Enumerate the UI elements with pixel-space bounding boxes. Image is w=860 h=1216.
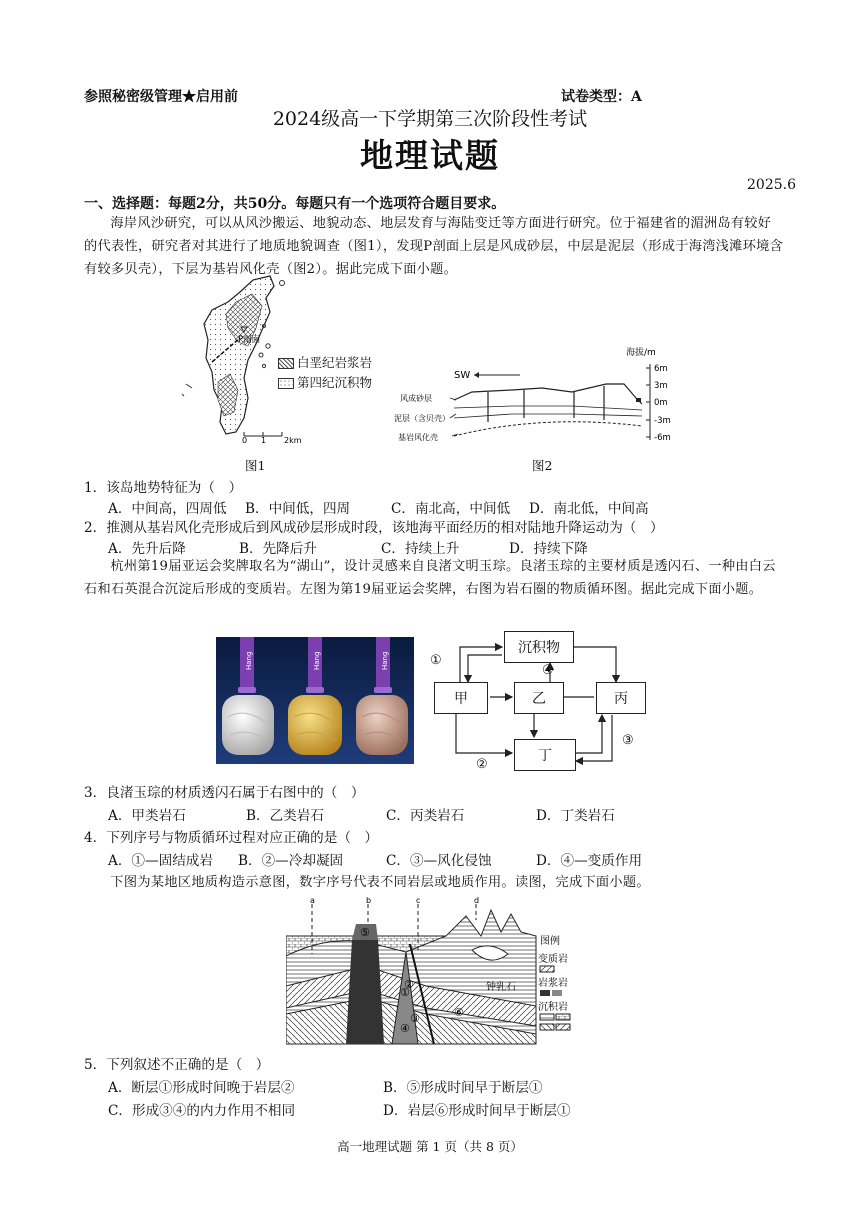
exam-title: 2024级高一下学期第三次阶段性考试 [272, 108, 588, 130]
geo-letter-d: d [474, 896, 480, 905]
geo-num-1: ① [400, 986, 410, 999]
label-process-3: ③ [622, 733, 634, 748]
q5-option-d[interactable]: D．岩层⑥形成时间早于断层① [383, 1103, 571, 1119]
ribbon-text-1: Hang [245, 651, 253, 670]
figure1-caption: 图1 [245, 458, 266, 473]
stalactite-label: 钟乳石 [486, 982, 516, 993]
q3-option-b[interactable]: B．乙类岩石 [246, 808, 324, 824]
geologic-structure-diagram [286, 896, 586, 1046]
rock-cycle-diagram [430, 627, 662, 775]
scale-1: 1 [261, 436, 267, 445]
geo-letter-c: c [416, 896, 421, 905]
q2-option-b[interactable]: B．先降后升 [239, 541, 317, 557]
box-sediment: 沉积物 [504, 631, 574, 663]
exam-date: 2025.6 [747, 177, 796, 193]
q4-option-c[interactable]: C．③—风化侵蚀 [386, 853, 492, 869]
label-process-1: ① [430, 653, 442, 668]
geo-num-6: ⑥ [454, 1006, 464, 1019]
q4-options [108, 849, 642, 869]
legend-metamorphic: 变质岩 [538, 954, 568, 965]
geo-num-5: ⑤ [360, 926, 370, 939]
q3-option-a[interactable]: A．甲类岩石 [108, 808, 186, 824]
q2-option-d[interactable]: D．持续下降 [509, 541, 588, 557]
label-process-2: ② [476, 757, 488, 772]
q1-stem: 1．该岛地势特征为（ ） [84, 480, 243, 496]
label-process-4: ④ [542, 663, 554, 678]
q1-options [108, 497, 649, 517]
asian-games-medals-photo [216, 637, 414, 764]
scale-2km: 2km [284, 436, 302, 445]
q2-options [108, 537, 588, 557]
q5-option-a[interactable]: A．断层①形成时间晚于岩层② [108, 1080, 295, 1096]
paper-type: 试卷类型：A [561, 89, 642, 105]
ribbon-text-2: Hang [313, 651, 321, 670]
subject-title: 地理试题 [360, 136, 500, 175]
box-ding: 丁 [514, 739, 576, 771]
tick-neg3m: -3m [654, 416, 671, 426]
confidential-label: 参照秘密级管理★启用前 [84, 89, 238, 105]
p-profile-label: P剖面 [238, 335, 261, 345]
legend-quaternary: 第四纪沉积物 [278, 373, 372, 391]
geo-num-4: ④ [400, 1022, 410, 1035]
q3-stem: 3．良渚玉琮的材质透闪石属于右图中的（ ） [84, 785, 365, 801]
legend-magmatic: 白垩纪岩浆岩 [278, 353, 372, 371]
legend-title: 图例 [540, 936, 560, 947]
q2-option-c[interactable]: C．持续上升 [381, 541, 460, 557]
intro-paragraph-3: 下图为某地区地质构造示意图，数字序号代表不同岩层或地质作用。读图，完成下面小题。 [110, 875, 650, 890]
q1-option-c[interactable]: C．南北高，中间低 [391, 501, 511, 517]
q2-option-a[interactable]: A．先升后降 [108, 541, 186, 557]
geo-num-3: ③ [410, 1012, 420, 1025]
geo-letter-a: a [310, 896, 315, 905]
q4-stem: 4．下列序号与物质循环过程对应正确的是（ ） [84, 830, 379, 846]
direction-sw: SW [454, 370, 471, 381]
altitude-axis-title: 海拔/m [626, 348, 656, 358]
dots-swatch [278, 378, 294, 389]
layer-mud-shell: 泥层（含贝壳） [394, 414, 450, 423]
q3-option-d[interactable]: D．丁类岩石 [536, 808, 615, 824]
scale-0: 0 [242, 436, 248, 445]
tick-0m: 0m [654, 398, 668, 408]
page-footer: 高一地理试题 第 1 页（共 8 页） [337, 1139, 523, 1154]
q1-option-d[interactable]: D．南北低，中间高 [529, 501, 649, 517]
q5-option-c[interactable]: C．形成③④的内力作用不相同 [108, 1103, 296, 1119]
box-yi: 乙 [514, 682, 564, 714]
hatch-swatch [278, 358, 294, 369]
q4-option-b[interactable]: B．②—冷却凝固 [238, 853, 344, 869]
q4-option-a[interactable]: A．①—固结成岩 [108, 853, 213, 869]
q5-option-b[interactable]: B．⑤形成时间早于断层① [383, 1080, 543, 1096]
tick-3m: 3m [654, 381, 668, 391]
figure2-profile [392, 344, 682, 450]
box-jia: 甲 [434, 682, 488, 714]
intro-paragraph-2: 杭州第19届亚运会奖牌取名为“湖山”，设计灵感来自良渚文明玉琮。良渚玉琮的主要材质是透闪石、一种由白云石和石英混合沉淀后形成的变质岩。左图为第19届亚运会奖牌，右图为岩石圈的物质循环图。据此完成下面小题。 [84, 559, 776, 597]
layer-aeolian-sand: 风成砂层 [400, 394, 432, 403]
tick-neg6m: -6m [654, 433, 671, 443]
q5-stem: 5．下列叙述不正确的是（ ） [84, 1057, 270, 1073]
q4-option-d[interactable]: D．④—变质作用 [536, 853, 643, 869]
legend-magmatic-rock: 岩浆岩 [538, 978, 568, 989]
section-heading: 一、选择题：每题2分，共50分。每题只有一个选项符合题目要求。 [84, 196, 506, 212]
geo-num-2: ② [404, 978, 414, 991]
figure2-caption: 图2 [532, 458, 553, 473]
box-bing: 丙 [596, 682, 646, 714]
q2-stem: 2．推测从基岩风化壳形成后到风成砂层形成时段，该地海平面经历的相对陆地升降运动为（ ） [84, 520, 664, 536]
q3-option-c[interactable]: C．丙类岩石 [386, 808, 465, 824]
ribbon-text-3: Hang [381, 651, 389, 670]
geo-letter-b: b [366, 896, 372, 905]
tick-6m: 6m [654, 364, 668, 374]
layer-weathered-crust: 基岩风化壳 [398, 433, 438, 442]
q1-option-a[interactable]: A．中间高，四周低 [108, 501, 227, 517]
q3-options [108, 804, 615, 824]
legend-sedimentary: 沉积岩 [538, 1002, 568, 1013]
q1-option-b[interactable]: B．中间低，四周 [245, 501, 351, 517]
intro-paragraph-1: 海岸风沙研究，可以从风沙搬运、地貌动态、地层发育与海陆变迁等方面进行研究。位于福建省的湄洲岛有较好的代表性，研究者对其进行了地质地貌调查（图1），发现P剖面上层是风成砂层，中层是泥层（形成于海湾浅滩环境含有较多贝壳），下层为基岩风化壳（图2）。据此完成下面小题。 [84, 216, 784, 277]
